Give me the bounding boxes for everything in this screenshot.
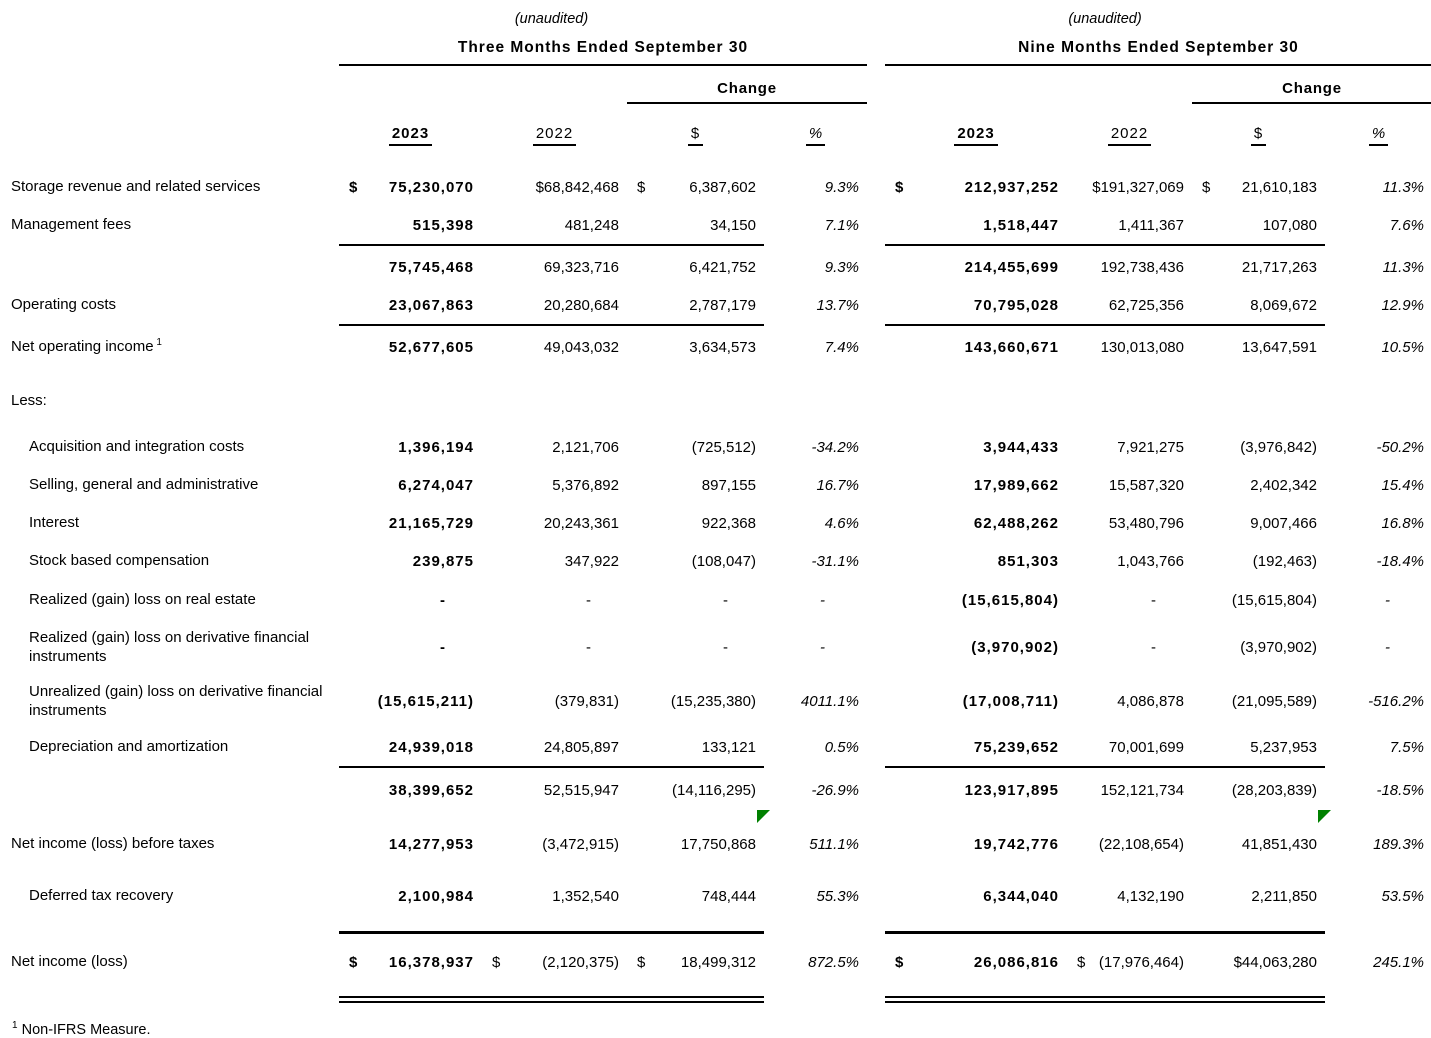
col-header-3mo-change-usd: $	[627, 125, 764, 146]
row-label: Net income (loss)	[11, 953, 128, 971]
cell-operating-costs-3mo-2022: 20,280,684	[543, 296, 619, 314]
cell-net-income-before-taxes-3mo-2023: 14,277,953	[388, 835, 474, 853]
row-label: Net income (loss) before taxes	[11, 835, 215, 853]
cell-deferred-tax-recovery-9mo-2023: 6,344,040	[983, 887, 1059, 905]
cell-net-operating-income-3mo-change-usd: 3,634,573	[689, 338, 756, 356]
cell-deferred-tax-recovery-9mo-change-usd: 2,211,850	[1251, 887, 1317, 905]
cell-depreciation-amortization-9mo-2022: 70,001,699	[1108, 738, 1184, 756]
table-row-selling-general-administrative	[4, 466, 1431, 504]
cell-realized-gain-loss-real-estate-9mo-change-usd: (15,615,804)	[1231, 591, 1317, 609]
cell-operating-costs-9mo-change-pct: 12.9%	[1381, 296, 1424, 314]
cell-realized-gain-loss-real-estate-9mo-change-pct: -	[1385, 591, 1390, 609]
rule-segment-3mo	[339, 766, 764, 768]
cell-net-operating-income-9mo-2023: 143,660,671	[964, 338, 1059, 356]
cell-net-income-before-taxes-3mo-change-usd: 17,750,868	[680, 835, 756, 853]
row-label: Realized (gain) loss on derivative financial instruments	[29, 628, 310, 665]
change-label-9mo: Change	[1192, 80, 1431, 104]
cell-depreciation-amortization-3mo-2022: 24,805,897	[543, 738, 619, 756]
rule-segment-9mo	[885, 244, 1325, 246]
row-label: Depreciation and amortization	[29, 738, 229, 756]
table-row-unrealized-gain-loss-derivatives	[4, 674, 1431, 728]
cell-storage-revenue-3mo-change-usd	[627, 180, 764, 195]
thick-rule-row	[4, 931, 1431, 938]
cell-interest-3mo-2023: 21,165,729	[388, 514, 474, 532]
cell-value: 18,499,312	[680, 953, 756, 971]
cell-deferred-tax-recovery-3mo-2022: 1,352,540	[552, 887, 619, 905]
financial-table	[4, 168, 1431, 1006]
cell-realized-gain-loss-derivatives-3mo-2023: -	[440, 638, 446, 656]
header-columns-row	[4, 104, 1431, 148]
cell-depreciation-amortization-3mo-change-pct: 0.5%	[824, 738, 859, 756]
cell-stock-based-compensation-9mo-2023: 851,303	[997, 552, 1059, 570]
cell-management-fees-9mo-2022: 1,411,367	[1118, 216, 1184, 234]
dollar-sign: $	[637, 178, 646, 196]
cell-net-income-3mo-change-usd	[627, 955, 764, 970]
double-rule-row	[4, 996, 1431, 1006]
cell-acquisition-integration-costs-3mo-2022: 2,121,706	[552, 438, 619, 456]
cell-selling-general-administrative-3mo-2023: 6,274,047	[398, 476, 474, 494]
rule-segment-3mo	[339, 996, 764, 1003]
rule-segment-3mo	[339, 931, 764, 934]
cell-net-income-3mo-change-pct: 872.5%	[808, 953, 859, 971]
cell-total-revenue-subtotal-9mo-change-pct: 11.3%	[1382, 258, 1424, 276]
cell-management-fees-9mo-2023: 1,518,447	[983, 216, 1059, 234]
flag-marker-row	[4, 810, 1431, 825]
cell-management-fees-3mo-change-usd: 34,150	[710, 216, 756, 234]
footnote-text: Non-IFRS Measure.	[21, 1021, 151, 1038]
cell-net-operating-income-9mo-change-pct: 10.5%	[1381, 338, 1424, 356]
cell-total-expenses-subtotal-3mo-change-pct: -26.9%	[811, 781, 859, 799]
cell-selling-general-administrative-3mo-2022: 5,376,892	[552, 476, 619, 494]
cell-interest-9mo-change-pct: 16.8%	[1381, 514, 1424, 532]
cell-selling-general-administrative-9mo-change-pct: 15.4%	[1381, 476, 1424, 494]
cell-total-revenue-subtotal-9mo-2023: 214,455,699	[964, 258, 1059, 276]
table-row-stock-based-compensation	[4, 542, 1431, 580]
dollar-sign: $	[1202, 178, 1211, 196]
row-label: Unrealized (gain) loss on derivative financial instruments	[29, 682, 323, 719]
cell-stock-based-compensation-3mo-2022: 347,922	[564, 552, 619, 570]
table-row-net-income-before-taxes	[4, 825, 1431, 863]
dollar-sign: $	[349, 178, 359, 196]
footnote	[4, 1020, 1431, 1038]
cell-management-fees-3mo-2022: 481,248	[564, 216, 619, 234]
cell-total-expenses-subtotal-3mo-change-usd: (14,116,295)	[672, 781, 756, 799]
dollar-sign: $	[895, 953, 905, 971]
cell-interest-3mo-change-usd: 922,368	[701, 514, 756, 532]
cell-interest-9mo-change-usd: 9,007,466	[1250, 514, 1317, 532]
cell-unrealized-gain-loss-derivatives-9mo-2022: 4,086,878	[1117, 692, 1184, 710]
cell-net-income-3mo-2022	[482, 955, 627, 970]
cell-management-fees-3mo-change-pct: 7.1%	[824, 216, 859, 234]
cell-net-income-before-taxes-3mo-change-pct: 511.1%	[809, 835, 859, 853]
row-label: Operating costs	[11, 296, 117, 314]
cell-acquisition-integration-costs-9mo-change-usd: (3,976,842)	[1240, 438, 1317, 456]
section-title-3mo: Three Months Ended September 30	[339, 39, 867, 66]
cell-acquisition-integration-costs-3mo-change-pct: -34.2%	[811, 438, 859, 456]
header-title-row	[4, 32, 1431, 66]
cell-net-operating-income-9mo-2022: 130,013,080	[1100, 338, 1184, 356]
table-row-management-fees	[4, 206, 1431, 244]
cell-interest-3mo-change-pct: 4.6%	[824, 514, 859, 532]
cell-total-expenses-subtotal-3mo-2022: 52,515,947	[543, 781, 619, 799]
cell-operating-costs-9mo-2023: 70,795,028	[973, 296, 1059, 314]
cell-storage-revenue-3mo-2022: $68,842,468	[535, 178, 619, 196]
cell-total-revenue-subtotal-9mo-2022: 192,738,436	[1100, 258, 1184, 276]
cell-net-income-before-taxes-9mo-2023: 19,742,776	[973, 835, 1059, 853]
table-row-total-revenue-subtotal	[4, 248, 1431, 286]
cell-interest-9mo-2023: 62,488,262	[973, 514, 1059, 532]
rule-segment-3mo	[339, 324, 764, 326]
cell-realized-gain-loss-derivatives-3mo-2022: -	[586, 638, 591, 656]
cell-storage-revenue-3mo-change-pct: 9.3%	[824, 178, 859, 196]
cell-acquisition-integration-costs-3mo-2023: 1,396,194	[398, 438, 474, 456]
cell-stock-based-compensation-9mo-change-pct: -18.4%	[1376, 552, 1424, 570]
cell-value: 16,378,937	[388, 953, 474, 971]
cell-total-revenue-subtotal-9mo-change-usd: 21,717,263	[1241, 258, 1317, 276]
cell-interest-3mo-2022: 20,243,361	[543, 514, 619, 532]
cell-acquisition-integration-costs-9mo-change-pct: -50.2%	[1376, 438, 1424, 456]
cell-unrealized-gain-loss-derivatives-3mo-2023: (15,615,211)	[377, 692, 474, 710]
rule-segment-9mo	[885, 996, 1325, 1003]
cell-storage-revenue-9mo-2023	[885, 180, 1067, 195]
cell-value: 26,086,816	[973, 953, 1059, 971]
cell-operating-costs-3mo-change-usd: 2,787,179	[689, 296, 756, 314]
cell-selling-general-administrative-9mo-2023: 17,989,662	[973, 476, 1059, 494]
footnote-reference: 1	[153, 337, 162, 349]
cell-operating-costs-9mo-2022: 62,725,356	[1108, 296, 1184, 314]
cell-operating-costs-9mo-change-usd: 8,069,672	[1250, 296, 1317, 314]
cell-operating-costs-3mo-change-pct: 13.7%	[816, 296, 859, 314]
cell-net-income-9mo-change-pct: 245.1%	[1373, 953, 1424, 971]
cell-depreciation-amortization-9mo-2023: 75,239,652	[973, 738, 1059, 756]
cell-value: 212,937,252	[964, 178, 1059, 196]
cell-deferred-tax-recovery-3mo-change-usd: 748,444	[701, 887, 756, 905]
cell-total-revenue-subtotal-3mo-change-pct: 9.3%	[824, 258, 859, 276]
cell-stock-based-compensation-3mo-change-pct: -31.1%	[811, 552, 859, 570]
row-spacer	[4, 863, 1431, 877]
cell-selling-general-administrative-9mo-change-usd: 2,402,342	[1250, 476, 1317, 494]
cell-value: 6,387,602	[689, 178, 756, 196]
cell-operating-costs-3mo-2023: 23,067,863	[388, 296, 474, 314]
col-header-3mo-2023: 2023	[339, 125, 482, 146]
cell-acquisition-integration-costs-9mo-2022: 7,921,275	[1117, 438, 1184, 456]
green-flag-icon	[1318, 810, 1331, 823]
col-header-9mo-change-pct: %	[1325, 125, 1431, 146]
cell-realized-gain-loss-real-estate-3mo-2023: -	[440, 591, 446, 609]
row-label: Deferred tax recovery	[29, 887, 174, 905]
dollar-sign: $	[895, 178, 905, 196]
cell-value: 75,230,070	[388, 178, 474, 196]
cell-total-expenses-subtotal-9mo-change-pct: -18.5%	[1376, 781, 1424, 799]
cell-realized-gain-loss-derivatives-3mo-change-usd: -	[723, 638, 728, 656]
row-label: Acquisition and integration costs	[29, 438, 245, 456]
cell-realized-gain-loss-real-estate-3mo-change-pct: -	[820, 591, 825, 609]
table-row-operating-costs	[4, 286, 1431, 324]
col-header-9mo-2022: 2022	[1067, 125, 1192, 146]
cell-stock-based-compensation-3mo-2023: 239,875	[412, 552, 474, 570]
row-label: Realized (gain) loss on real estate	[29, 591, 256, 609]
rule-segment-9mo	[885, 766, 1325, 768]
table-row-realized-gain-loss-real-estate	[4, 580, 1431, 620]
cell-unrealized-gain-loss-derivatives-3mo-change-usd: (15,235,380)	[670, 692, 756, 710]
header-spacer	[4, 148, 1431, 168]
cell-stock-based-compensation-9mo-2022: 1,043,766	[1117, 552, 1184, 570]
row-spacer	[4, 986, 1431, 996]
cell-realized-gain-loss-derivatives-9mo-2022: -	[1151, 638, 1156, 656]
header-change-row	[4, 66, 1431, 104]
cell-net-operating-income-9mo-change-usd: 13,647,591	[1241, 338, 1317, 356]
cell-management-fees-3mo-2023: 515,398	[412, 216, 474, 234]
cell-realized-gain-loss-derivatives-9mo-2023: (3,970,902)	[971, 638, 1059, 656]
cell-deferred-tax-recovery-9mo-2022: 4,132,190	[1117, 887, 1184, 905]
col-header-3mo-2022: 2022	[482, 125, 627, 146]
cell-management-fees-9mo-change-pct: 7.6%	[1389, 216, 1424, 234]
cell-realized-gain-loss-real-estate-9mo-2022: -	[1151, 591, 1156, 609]
cell-storage-revenue-9mo-change-pct: 11.3%	[1382, 178, 1424, 196]
section-title-9mo: Nine Months Ended September 30	[885, 39, 1431, 66]
cell-value: 21,610,183	[1241, 178, 1317, 196]
cell-total-revenue-subtotal-3mo-change-usd: 6,421,752	[689, 258, 756, 276]
row-label: Net operating income $^1$	[11, 337, 162, 356]
table-row-acquisition-integration-costs	[4, 428, 1431, 466]
cell-storage-revenue-9mo-change-usd	[1192, 180, 1325, 195]
cell-selling-general-administrative-3mo-change-pct: 16.7%	[816, 476, 859, 494]
cell-deferred-tax-recovery-3mo-2023: 2,100,984	[398, 887, 474, 905]
rule-segment-9mo	[885, 324, 1325, 326]
cell-unrealized-gain-loss-derivatives-9mo-2023: (17,008,711)	[962, 692, 1059, 710]
cell-total-revenue-subtotal-3mo-2023: 75,745,468	[388, 258, 474, 276]
rule-segment-9mo	[885, 931, 1325, 934]
cell-acquisition-integration-costs-3mo-change-usd: (725,512)	[691, 438, 756, 456]
cell-value: (2,120,375)	[542, 953, 619, 971]
cell-selling-general-administrative-3mo-change-usd: 897,155	[701, 476, 756, 494]
table-row-deferred-tax-recovery	[4, 877, 1431, 915]
col-header-9mo-change-usd: $	[1192, 125, 1325, 146]
row-spacer	[4, 915, 1431, 931]
dollar-sign: $	[492, 953, 501, 971]
cell-stock-based-compensation-3mo-change-usd: (108,047)	[691, 552, 756, 570]
cell-unrealized-gain-loss-derivatives-3mo-change-pct: 4011.1%	[800, 692, 859, 710]
cell-depreciation-amortization-9mo-change-pct: 7.5%	[1389, 738, 1424, 756]
row-label: Selling, general and administrative	[29, 476, 259, 494]
cell-net-income-before-taxes-9mo-change-usd: 41,851,430	[1241, 835, 1317, 853]
table-row-net-operating-income	[4, 328, 1431, 366]
table-row-realized-gain-loss-derivatives	[4, 620, 1431, 674]
cell-interest-9mo-2022: 53,480,796	[1108, 514, 1184, 532]
cell-depreciation-amortization-9mo-change-usd: 5,237,953	[1250, 738, 1317, 756]
row-spacer	[4, 366, 1431, 386]
row-label: Stock based compensation	[29, 552, 210, 570]
col-header-3mo-change-pct: %	[764, 125, 867, 146]
cell-value: (17,976,464)	[1098, 953, 1184, 971]
cell-deferred-tax-recovery-3mo-change-pct: 55.3%	[816, 887, 859, 905]
table-row-depreciation-amortization	[4, 728, 1431, 766]
col-header-9mo-2023: 2023	[885, 125, 1067, 146]
cell-realized-gain-loss-real-estate-3mo-2022: -	[586, 591, 591, 609]
cell-total-expenses-subtotal-9mo-2023: 123,917,895	[964, 781, 1059, 799]
dollar-sign: $	[349, 953, 359, 971]
cell-depreciation-amortization-3mo-2023: 24,939,018	[388, 738, 474, 756]
unaudited-note-3mo: (unaudited)	[514, 11, 589, 27]
table-row-net-income	[4, 938, 1431, 986]
row-label: Interest	[29, 514, 80, 532]
cell-realized-gain-loss-real-estate-3mo-change-usd: -	[723, 591, 728, 609]
cell-unrealized-gain-loss-derivatives-9mo-change-usd: (21,095,589)	[1231, 692, 1317, 710]
cell-realized-gain-loss-real-estate-9mo-2023: (15,615,804)	[961, 591, 1059, 609]
cell-net-income-9mo-2023	[885, 955, 1067, 970]
cell-unrealized-gain-loss-derivatives-3mo-2022: (379,831)	[554, 692, 619, 710]
cell-net-income-3mo-2023	[339, 955, 482, 970]
dollar-sign: $	[1077, 953, 1086, 971]
cell-total-expenses-subtotal-9mo-change-usd: (28,203,839)	[1231, 781, 1317, 799]
cell-net-operating-income-3mo-change-pct: 7.4%	[824, 338, 859, 356]
cell-selling-general-administrative-9mo-2022: 15,587,320	[1108, 476, 1184, 494]
cell-stock-based-compensation-9mo-change-usd: (192,463)	[1252, 552, 1317, 570]
cell-net-income-before-taxes-3mo-2022: (3,472,915)	[542, 835, 619, 853]
cell-unrealized-gain-loss-derivatives-9mo-change-pct: -516.2%	[1368, 692, 1424, 710]
cell-net-income-9mo-2022	[1067, 955, 1192, 970]
cell-realized-gain-loss-derivatives-3mo-change-pct: -	[820, 638, 825, 656]
cell-total-expenses-subtotal-9mo-2022: 152,121,734	[1100, 781, 1184, 799]
cell-net-income-before-taxes-9mo-change-pct: 189.3%	[1373, 835, 1424, 853]
unaudited-note-9mo: (unaudited)	[1068, 11, 1142, 27]
cell-realized-gain-loss-derivatives-9mo-change-usd: (3,970,902)	[1240, 638, 1317, 656]
change-label-3mo: Change	[627, 80, 867, 104]
cell-storage-revenue-9mo-2022: $191,327,069	[1092, 178, 1184, 196]
table-row-storage-revenue	[4, 168, 1431, 206]
cell-net-income-before-taxes-9mo-2022: (22,108,654)	[1098, 835, 1184, 853]
cell-total-expenses-subtotal-3mo-2023: 38,399,652	[388, 781, 474, 799]
row-label: Less:	[11, 392, 47, 410]
cell-storage-revenue-3mo-2023	[339, 180, 482, 195]
dollar-sign: $	[637, 953, 646, 971]
rule-segment-3mo	[339, 244, 764, 246]
cell-depreciation-amortization-3mo-change-usd: 133,121	[701, 738, 756, 756]
cell-net-operating-income-3mo-2023: 52,677,605	[388, 338, 474, 356]
cell-net-operating-income-3mo-2022: 49,043,032	[543, 338, 619, 356]
cell-total-revenue-subtotal-3mo-2022: 69,323,716	[543, 258, 619, 276]
green-flag-icon	[757, 810, 770, 823]
row-label: Storage revenue and related services	[11, 178, 261, 196]
row-spacer	[4, 416, 1431, 428]
cell-acquisition-integration-costs-9mo-2023: 3,944,433	[983, 438, 1059, 456]
row-label: Management fees	[11, 216, 132, 234]
header-unaudited-row	[4, 6, 1431, 32]
footnote-superscript: 1	[12, 1020, 18, 1031]
table-row-less-heading	[4, 386, 1431, 416]
cell-realized-gain-loss-derivatives-9mo-change-pct: -	[1385, 638, 1390, 656]
table-row-total-expenses-subtotal	[4, 770, 1431, 810]
cell-management-fees-9mo-change-usd: 107,080	[1262, 216, 1317, 234]
cell-deferred-tax-recovery-9mo-change-pct: 53.5%	[1381, 887, 1424, 905]
table-row-interest	[4, 504, 1431, 542]
cell-net-income-9mo-change-usd: $44,063,280	[1233, 953, 1317, 971]
